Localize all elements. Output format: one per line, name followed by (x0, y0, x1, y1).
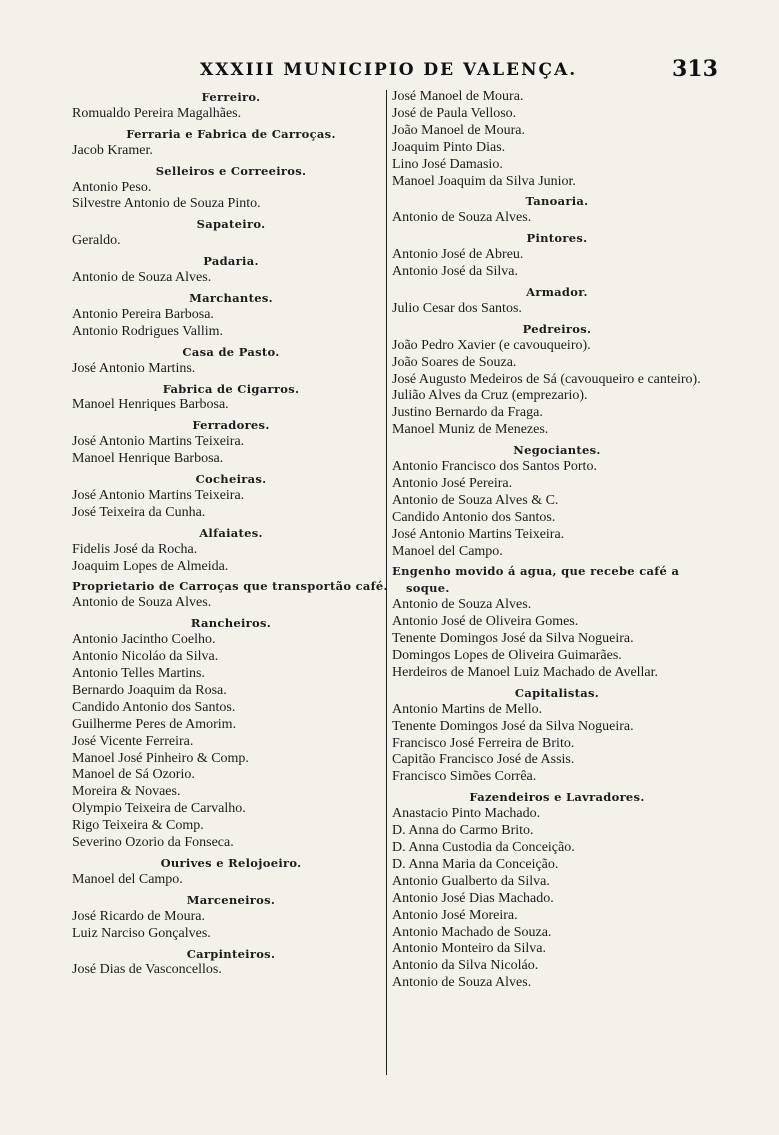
directory-entry: Silvestre Antonio de Souza Pinto. (72, 196, 261, 212)
directory-entry: José Antonio Martins. (72, 360, 196, 376)
directory-entry: João Soares de Souza. (392, 354, 517, 370)
directory-entry: João Manoel de Moura. (392, 122, 525, 138)
directory-entry: Guilherme Peres de Amorim. (72, 716, 237, 732)
section-heading: Cocheiras. (195, 472, 267, 487)
directory-entry: Antonio da Silva Nicoláo. (392, 958, 539, 974)
directory-entry: Moreira & Novaes. (72, 784, 181, 800)
directory-entry: José Teixeira da Cunha. (72, 504, 206, 520)
directory-entry: Antonio Gualberto da Silva. (392, 873, 550, 889)
directory-entry: João Pedro Xavier (e cavouqueiro). (392, 337, 591, 353)
directory-entry: Antonio Martins de Mello. (392, 701, 543, 717)
directory-entry: Antonio José da Silva. (392, 264, 518, 280)
section-heading: Armador. (526, 284, 588, 299)
left-column (72, 89, 390, 982)
directory-entry: Rigo Teixeira & Comp. (72, 818, 204, 834)
section-heading: Rancheiros. (190, 616, 272, 631)
directory-entry: José Dias de Vasconcellos. (72, 962, 222, 978)
section-heading: Proprietario de Carroças que transportão café. (72, 579, 388, 594)
directory-entry: Manoel Henrique Barbosa. (72, 451, 224, 467)
directory-entry: Antonio José de Abreu. (392, 247, 524, 263)
page-title: XXXIII MUNICIPIO DE VALENÇA. (200, 60, 578, 80)
section-heading: Ferraria e Fabrica de Carroças. (126, 126, 336, 141)
section-heading: Carpinteiros. (186, 946, 276, 961)
directory-entry: Manoel de Sá Ozorio. (72, 767, 195, 783)
directory-entry: José Ricardo de Moura. (72, 908, 205, 924)
directory-entry: Joaquim Pinto Dias. (392, 139, 506, 155)
section-heading: Marceneiros. (186, 892, 276, 907)
directory-entry: Antonio Francisco dos Santos Porto. (392, 459, 597, 475)
section-heading: Selleiros e Correeiros. (155, 163, 307, 178)
directory-entry: Justino Bernardo da Fraga. (392, 405, 543, 421)
directory-entry: Julião Alves da Cruz (emprezario). (392, 388, 588, 404)
directory-entry: Francisco Simões Corrêa. (392, 769, 537, 785)
page-number: 313 (672, 56, 718, 82)
section-heading: Ourives e Relojoeiro. (160, 855, 302, 870)
directory-entry: José Antonio Martins Teixeira. (72, 487, 245, 503)
directory-entry: Bernardo Joaquim da Rosa. (72, 682, 227, 698)
section-heading: Fazendeiros e Lavradores. (469, 790, 645, 805)
section-gap (72, 979, 390, 982)
directory-entry: Francisco José Ferreira de Brito. (392, 735, 575, 751)
section-heading: Tanoaria. (525, 194, 589, 209)
directory-entry: Geraldo. (72, 233, 121, 249)
section-heading: Padaria. (203, 254, 259, 269)
directory-entry: Manoel Henriques Barbosa. (72, 397, 229, 413)
directory-entry: José Antonio Martins Teixeira. (72, 434, 245, 450)
directory-entry: Manoel Muniz de Menezes. (392, 422, 549, 438)
directory-entry: Severino Ozorio da Fonseca. (72, 835, 234, 851)
section-heading: Pintores. (526, 231, 588, 246)
directory-entry: Olympio Teixeira de Carvalho. (72, 801, 246, 817)
section-gap (392, 992, 722, 995)
directory-entry: Anastacio Pinto Machado. (392, 806, 541, 822)
directory-entry: Tenente Domingos José da Silva Nogueira. (392, 718, 634, 734)
directory-entry: Julio Cesar dos Santos. (392, 300, 522, 316)
directory-entry: Tenente Domingos José da Silva Nogueira. (392, 631, 634, 647)
directory-entry: Luiz Narciso Gonçalves. (72, 925, 211, 941)
directory-entry: Jacob Kramer. (72, 142, 153, 158)
directory-entry: Antonio Telles Martins. (72, 666, 205, 681)
directory-entry: Candido Antonio dos Santos. (392, 509, 556, 525)
directory-entry: Antonio de Souza Alves. (392, 210, 532, 226)
section-heading: Alfaiates. (199, 525, 263, 540)
right-column (392, 89, 722, 995)
directory-entry: Antonio Peso. (72, 179, 152, 195)
directory-entry: Domingos Lopes de Oliveira Guimarães. (392, 648, 622, 663)
directory-entry: José Antonio Martins Teixeira. (392, 526, 565, 542)
directory-entry: Antonio José Pereira. (392, 475, 513, 491)
section-heading: Engenho movido á agua, que recebe café a soque. (392, 564, 680, 596)
directory-entry: D. Anna Custodia da Conceição. (392, 839, 575, 855)
directory-entry: Antonio José de Oliveira Gomes. (392, 614, 579, 630)
directory-entry: José Manoel de Moura. (392, 89, 524, 104)
directory-entry: Antonio Rodrigues Vallim. (72, 323, 224, 339)
directory-entry: Antonio de Souza Alves & C. (392, 492, 559, 508)
section-heading: Capitalistas. (514, 685, 600, 700)
directory-entry: Lino José Damasio. (392, 156, 503, 172)
directory-entry: Capitão Francisco José de Assis. (392, 752, 575, 768)
directory-entry: D. Anna Maria da Conceição. (392, 856, 559, 872)
directory-entry: Herdeiros de Manoel Luiz Machado de Avellar. (392, 664, 659, 680)
section-heading: Ferreiro. (201, 90, 261, 104)
directory-entry: Manoel José Pinheiro & Comp. (72, 750, 249, 766)
directory-entry: D. Anna do Carmo Brito. (392, 823, 534, 839)
directory-entry: Romualdo Pereira Magalhães. (72, 105, 242, 121)
directory-entry: Antonio José Dias Machado. (392, 890, 554, 906)
directory-entry: Manoel del Campo. (392, 543, 503, 559)
directory-entry: Antonio José Moreira. (392, 907, 518, 923)
directory-entry: Manoel Joaquim da Silva Junior. (392, 173, 576, 189)
section-heading: Casa de Pasto. (182, 344, 280, 359)
directory-entry: Antonio Monteiro da Silva. (392, 941, 546, 957)
section-heading: Negociantes. (513, 443, 601, 458)
directory-entry: Antonio de Souza Alves. (392, 597, 532, 613)
directory-entry: Joaquim Lopes de Almeida. (72, 558, 229, 574)
directory-entry: Antonio de Souza Alves. (72, 270, 212, 286)
directory-entry: Antonio Jacintho Coelho. (72, 632, 216, 648)
directory-entry: José Vicente Ferreira. (72, 733, 194, 749)
section-heading: Pedreiros. (522, 321, 592, 336)
directory-entry: Fidelis José da Rocha. (72, 541, 198, 557)
section-heading: Fabrica de Cigarros. (162, 381, 300, 396)
directory-entry: Antonio Pereira Barbosa. (72, 306, 214, 322)
directory-entry: Antonio Machado de Souza. (392, 924, 552, 940)
directory-entry: Manoel del Campo. (72, 871, 183, 887)
directory-entry: José de Paula Velloso. (392, 105, 517, 121)
directory-entry: Antonio de Souza Alves. (392, 975, 532, 991)
page-header (0, 56, 779, 86)
section-heading: Ferradores. (192, 418, 270, 433)
section-heading: Marchantes. (189, 290, 273, 305)
directory-entry: Antonio Nicoláo da Silva. (72, 649, 219, 665)
directory-entry: Antonio de Souza Alves. (72, 595, 212, 611)
directory-entry: Candido Antonio dos Santos. (72, 699, 236, 715)
section-heading: Sapateiro. (196, 217, 266, 232)
directory-entry: José Augusto Medeiros de Sá (cavouqueiro e canteiro). (392, 371, 701, 387)
